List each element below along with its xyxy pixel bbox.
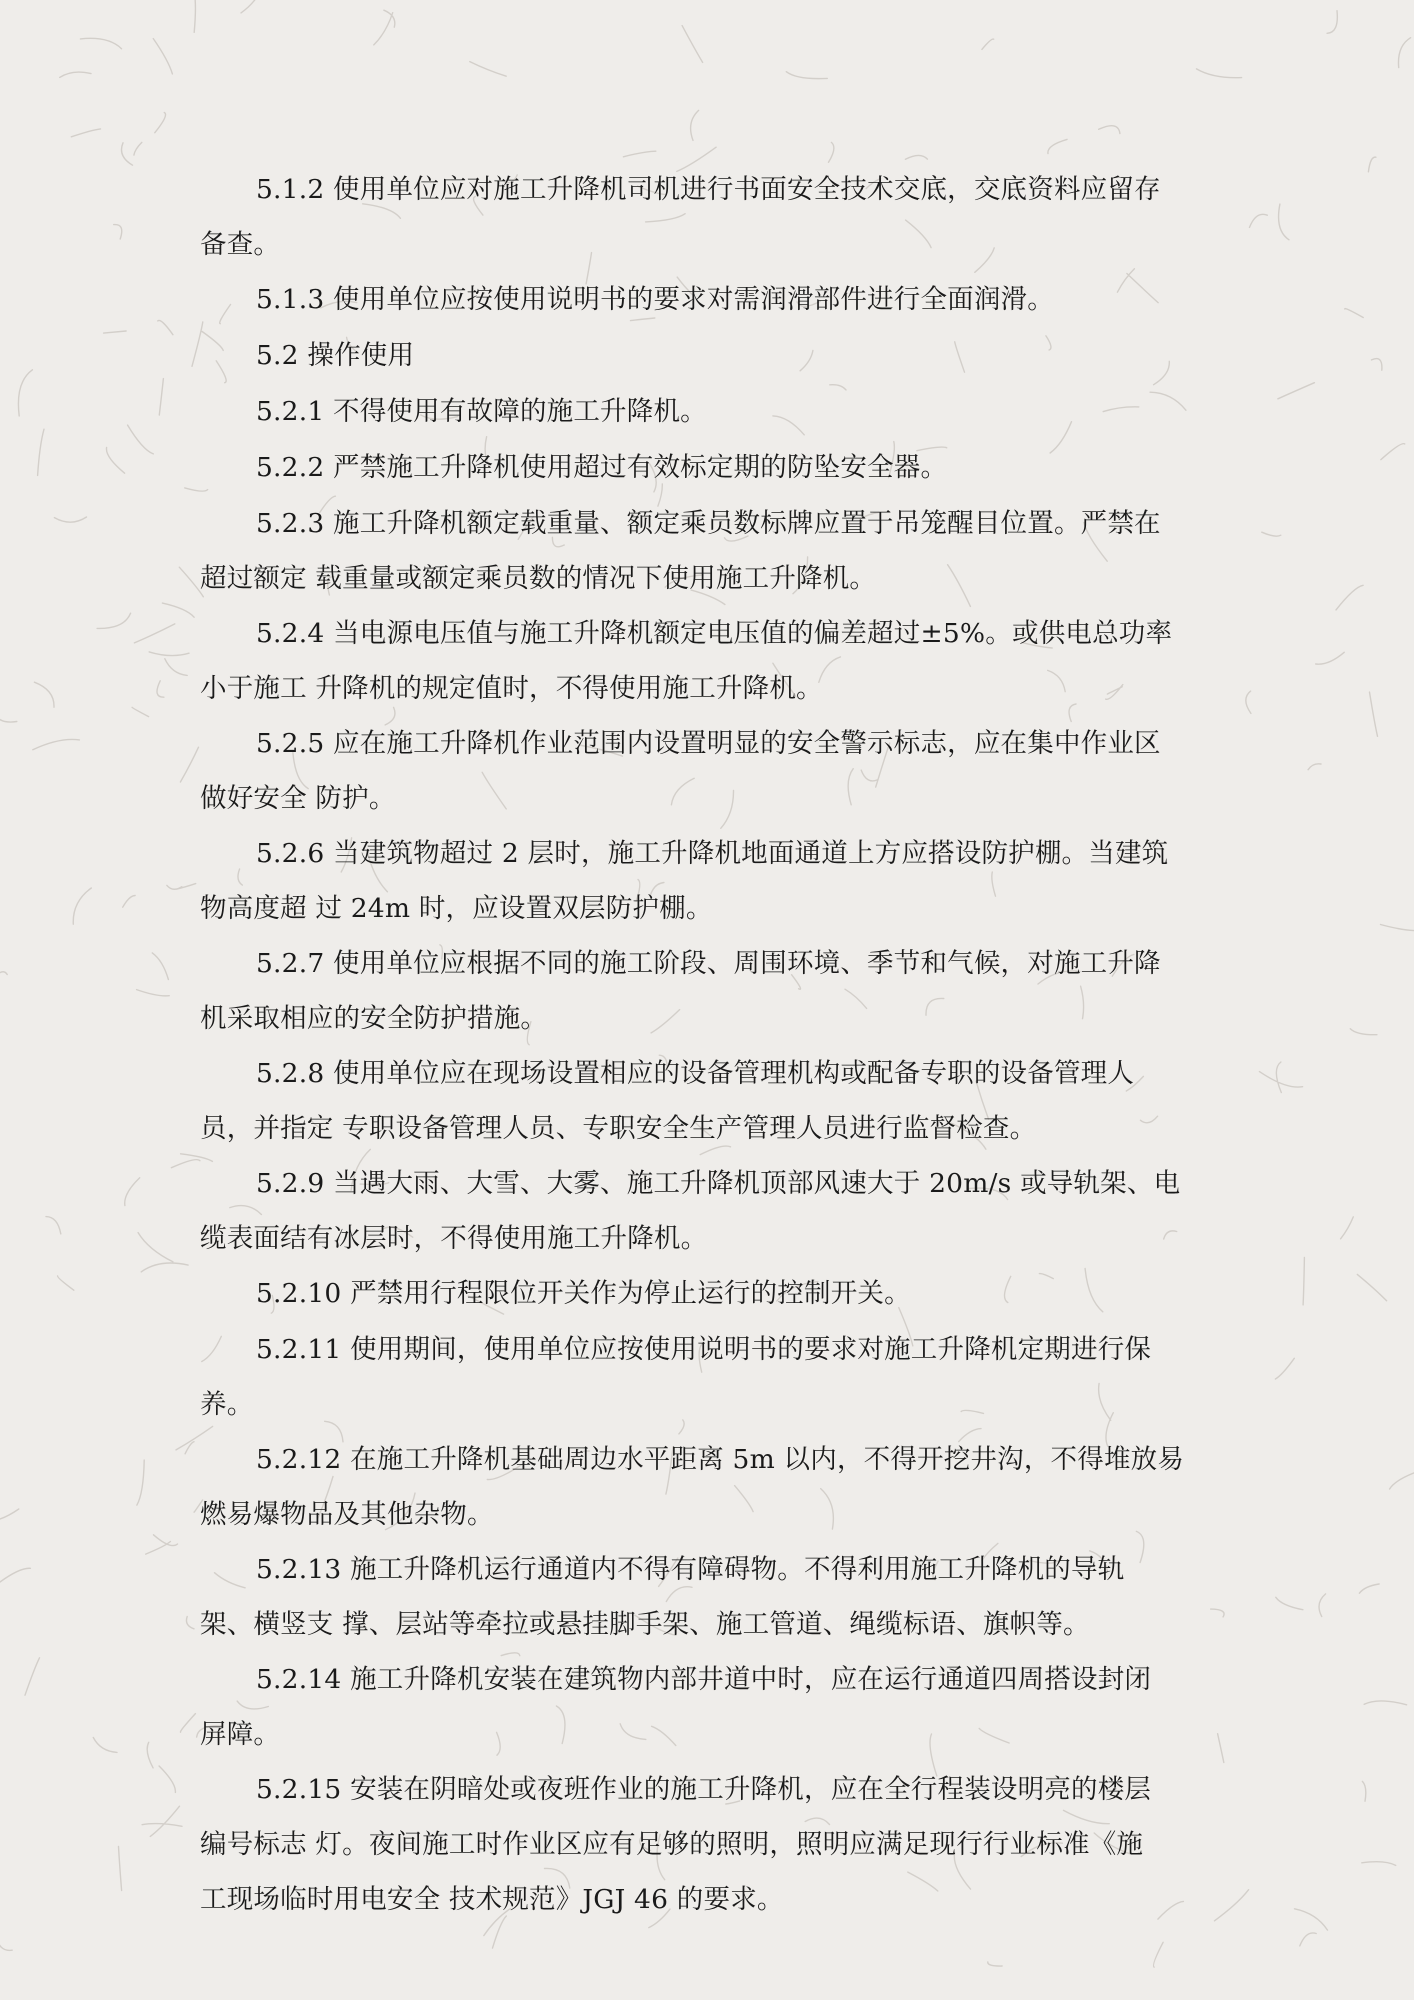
paragraph-line: 5.2 操作使用: [256, 340, 415, 371]
paragraph-line: 屏障。: [200, 1719, 281, 1750]
paragraph-line: 5.2.12 在施工升降机基础周边水平距离 5m 以内，不得开挖井沟，不得堆放易: [256, 1444, 1185, 1475]
paragraph-line: 5.2.8 使用单位应在现场设置相应的设备管理机构或配备专职的设备管理人: [256, 1058, 1135, 1089]
paragraph-line: 5.2.11 使用期间，使用单位应按使用说明书的要求对施工升降机定期进行保: [256, 1334, 1152, 1365]
paragraph-line: 5.2.13 施工升降机运行通道内不得有障碍物。不得利用施工升降机的导轨: [256, 1554, 1125, 1585]
paragraph-line: 5.2.2 严禁施工升降机使用超过有效标定期的防坠安全器。: [256, 452, 948, 483]
paragraph-line: 物高度超 过 24m 时，应设置双层防护棚。: [200, 893, 713, 924]
paragraph-5-2-1: [200, 384, 1210, 439]
paragraph-line: 缆表面结有冰层时，不得使用施工升降机。: [200, 1223, 708, 1254]
paragraph-line: 5.2.14 施工升降机安装在建筑物内部井道中时，应在运行通道四周搭设封闭: [256, 1664, 1152, 1695]
paragraph-line: 5.2.9 当遇大雨、大雪、大雾、施工升降机顶部风速大于 20m/s 或导轨架、电: [256, 1168, 1181, 1199]
paragraph-5-2-10: [200, 1266, 1210, 1321]
paragraph-line: 5.2.7 使用单位应根据不同的施工阶段、周围环境、季节和气候，对施工升降: [256, 948, 1161, 979]
paragraph-line: 5.2.1 不得使用有故障的施工升降机。: [256, 396, 707, 427]
paragraph-5-2-7: [200, 936, 1210, 1046]
paragraph-5-2-2: [200, 440, 1210, 495]
paragraph-5-2-6: [200, 826, 1210, 936]
paragraph-line: 5.2.6 当建筑物超过 2 层时，施工升降机地面通道上方应搭设防护棚。当建筑: [256, 838, 1169, 869]
paragraph-line: 燃易爆物品及其他杂物。: [200, 1499, 494, 1530]
paragraph-5-2-13: [200, 1542, 1210, 1652]
paragraph-line: 5.1.2 使用单位应对施工升降机司机进行书面安全技术交底，交底资料应留存: [256, 174, 1161, 205]
paragraph-line: 架、横竖支 撑、层站等牵拉或悬挂脚手架、施工管道、绳缆标语、旗帜等。: [200, 1609, 1090, 1640]
paragraph-line: 工现场临时用电安全 技术规范》JGJ 46 的要求。: [200, 1884, 784, 1915]
paragraph-line: 编号标志 灯。夜间施工时作业区应有足够的照明，照明应满足现行行业标准《施: [200, 1829, 1144, 1860]
paragraph-5-2-11: [200, 1322, 1210, 1432]
paragraph-line: 机采取相应的安全防护措施。: [200, 1003, 548, 1034]
paragraph-line: 5.2.3 施工升降机额定载重量、额定乘员数标牌应置于吊笼醒目位置。严禁在: [256, 508, 1161, 539]
paragraph-5-2-14: [200, 1652, 1210, 1762]
paragraph-5-2-5: [200, 716, 1210, 826]
paragraph-line: 超过额定 载重量或额定乘员数的情况下使用施工升降机。: [200, 563, 877, 594]
paragraph-5-2-12: [200, 1432, 1210, 1542]
paragraph-5-2-8: [200, 1046, 1210, 1156]
paragraph-line: 员，并指定 专职设备管理人员、专职安全生产管理人员进行监督检查。: [200, 1113, 1037, 1144]
paragraph-line: 5.2.15 安装在阴暗处或夜班作业的施工升降机，应在全行程装设明亮的楼层: [256, 1774, 1152, 1805]
paragraph-line: 5.2.4 当电源电压值与施工升降机额定电压值的偏差超过±5%。或供电总功率: [256, 618, 1173, 649]
paragraph-line: 养。: [200, 1389, 254, 1420]
paragraph-5-2-15: [200, 1762, 1210, 1927]
paragraph-5-2-3: [200, 496, 1210, 606]
paragraph-line: 5.2.10 严禁用行程限位开关作为停止运行的控制开关。: [256, 1278, 911, 1309]
paragraph-line: 5.1.3 使用单位应按使用说明书的要求对需润滑部件进行全面润滑。: [256, 284, 1054, 315]
paragraph-line: 5.2.5 应在施工升降机作业范围内设置明显的安全警示标志，应在集中作业区: [256, 728, 1161, 759]
paragraph-line: 小于施工 升降机的规定值时，不得使用施工升降机。: [200, 673, 823, 704]
paragraph-line: 备查。: [200, 229, 281, 260]
paragraph-5-2-4: [200, 606, 1210, 716]
paragraph-line: 做好安全 防护。: [200, 783, 396, 814]
paragraph-5-2-9: [200, 1156, 1210, 1266]
paragraph-5-1-2: [200, 162, 1210, 272]
paragraph-5-2: [200, 328, 1210, 383]
paragraph-5-1-3: [200, 272, 1210, 327]
